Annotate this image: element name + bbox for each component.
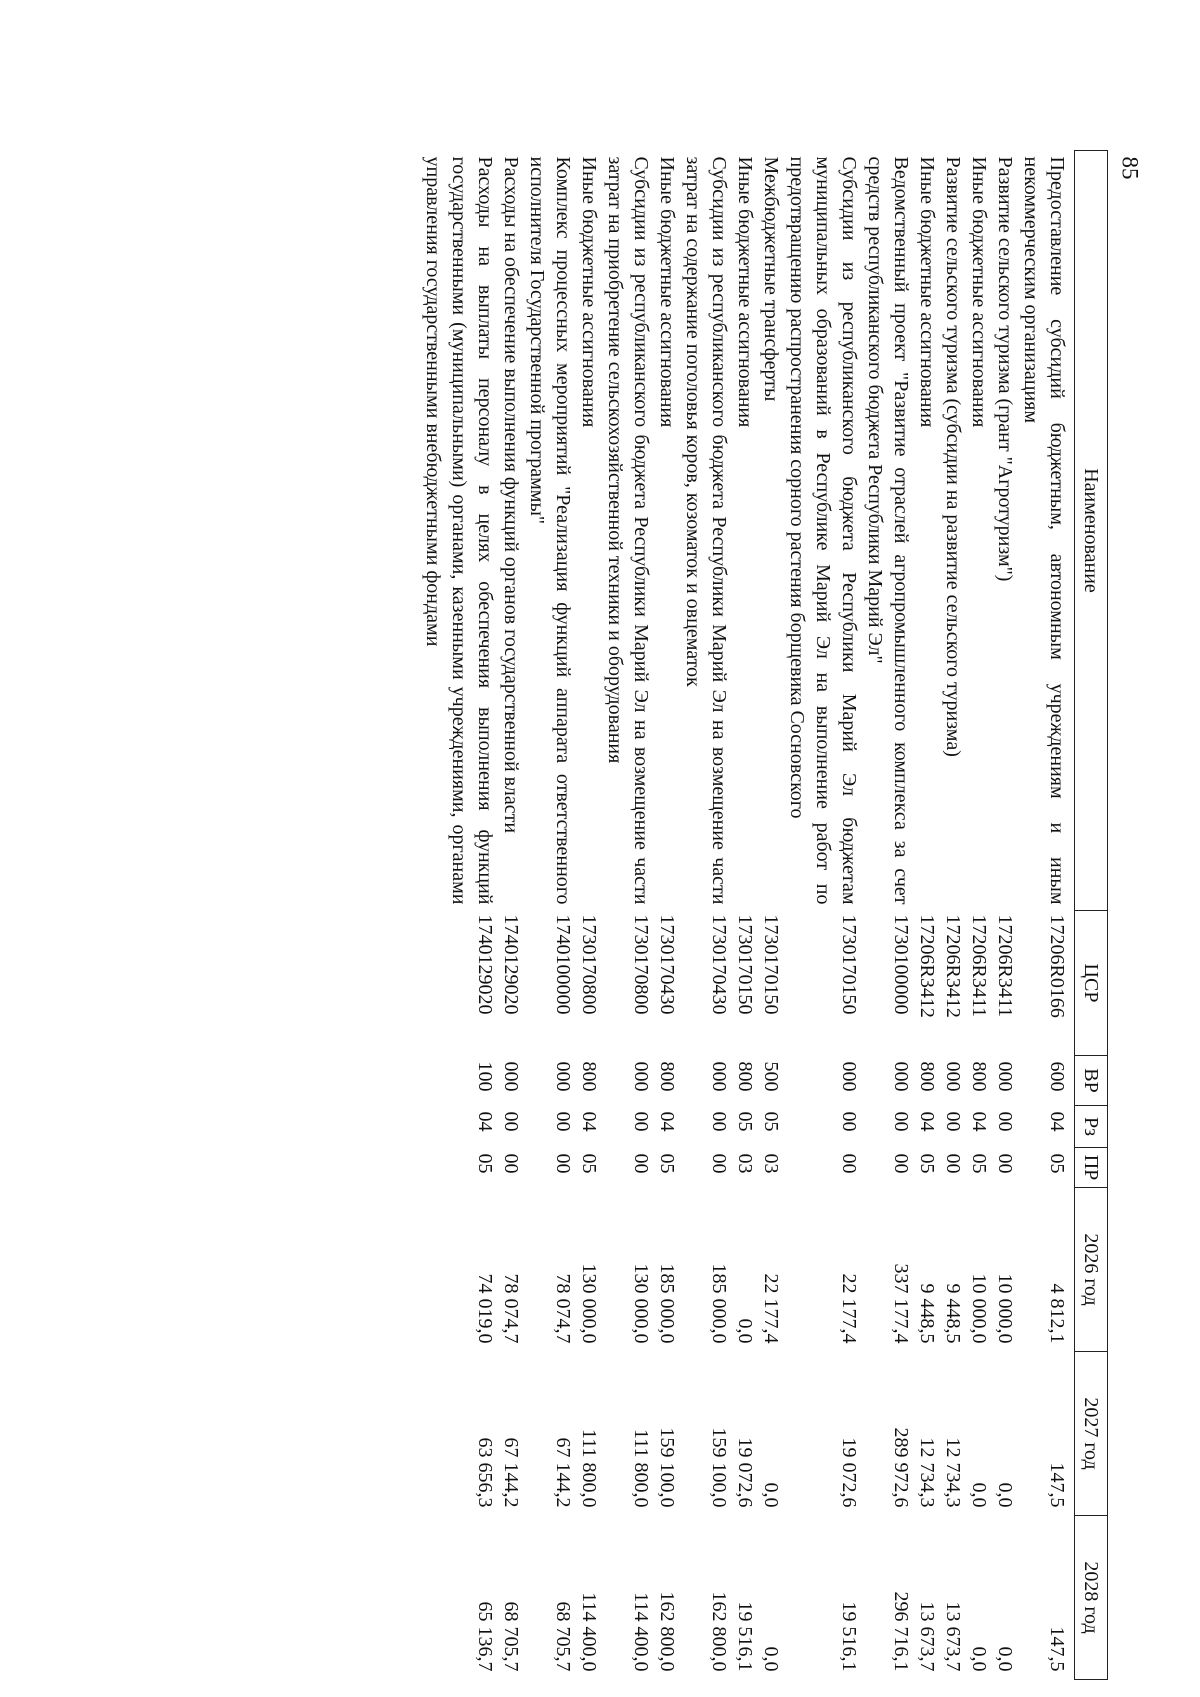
table-row [680, 151, 732, 1680]
row-2027: 0,0 [968, 1482, 990, 1508]
row-2028: 162 800,0 [708, 1591, 730, 1672]
row-pr: 05 [1046, 1153, 1068, 1174]
row-pr: 00 [630, 1153, 652, 1174]
table-row [732, 151, 758, 1680]
row-name: Субсидии из республиканского бюджета Республики Марий Эл на возмещение части затрат на приобретение сельскохозяйственной техники и оборудования [604, 156, 652, 905]
row-2027: 63 656,3 [474, 1437, 496, 1508]
row-vr: 000 [942, 1061, 964, 1092]
row-vr: 000 [838, 1061, 860, 1092]
row-rz: 00 [500, 1111, 522, 1132]
header-2026: 2026 год [1075, 1188, 1108, 1352]
table-row [966, 151, 992, 1680]
row-name: Иные бюджетные ассигнования [734, 156, 756, 428]
row-csr: 17206R0166 [1046, 914, 1068, 1018]
table-row [576, 151, 602, 1680]
row-rz: 00 [708, 1111, 730, 1132]
row-2028: 0,0 [994, 1646, 1016, 1672]
row-2026: 130 000,0 [630, 1263, 652, 1344]
row-2026: 185 000,0 [708, 1263, 730, 1344]
row-pr: 03 [734, 1153, 756, 1174]
row-2027: 19 072,6 [734, 1437, 756, 1508]
row-2026: 4 812,1 [1046, 1283, 1068, 1344]
row-rz: 00 [630, 1111, 652, 1132]
row-vr: 500 [760, 1061, 782, 1092]
row-csr: 17206R3411 [994, 914, 1016, 1018]
row-2028: 0,0 [968, 1646, 990, 1672]
table-row [784, 151, 862, 1680]
row-name: Иные бюджетные ассигнования [916, 156, 938, 428]
header-csr: ЦСР [1075, 911, 1108, 1056]
row-vr: 000 [890, 1061, 912, 1092]
table-row [758, 151, 784, 1680]
row-rz: 00 [552, 1111, 574, 1132]
table-header-row [1075, 151, 1108, 1680]
row-2026: 74 019,0 [474, 1273, 496, 1344]
table-row [654, 151, 680, 1680]
row-name: Субсидии из республиканского бюджета Республики Марий Эл на возмещение части затрат на содержание поголовья коров, козоматок и овцематок [682, 156, 730, 905]
row-vr: 000 [552, 1061, 574, 1092]
row-vr: 000 [708, 1061, 730, 1092]
row-name: Ведомственный проект "Развитие отраслей агропромышленного комплекса за счет средств республиканского бюджета Республики Марий Эл" [864, 156, 912, 905]
row-csr: 1740129020 [474, 914, 496, 1015]
row-2028: 13 673,7 [942, 1601, 964, 1672]
rotated-table-container [158, 150, 1108, 1680]
row-rz: 04 [474, 1111, 496, 1132]
row-vr: 600 [1046, 1061, 1068, 1092]
row-2027: 67 144,2 [500, 1437, 522, 1508]
row-csr: 17206R3412 [916, 914, 938, 1018]
row-name: Иные бюджетные ассигнования [968, 156, 990, 428]
row-csr: 1730170150 [760, 914, 782, 1015]
row-vr: 000 [994, 1061, 1016, 1092]
row-vr: 800 [656, 1061, 678, 1092]
row-rz: 05 [760, 1111, 782, 1132]
row-name: Иные бюджетные ассигнования [578, 156, 600, 428]
table-row [524, 151, 576, 1680]
row-2027: 19 072,6 [838, 1437, 860, 1508]
header-2027: 2027 год [1075, 1352, 1108, 1516]
row-2028: 296 716,1 [890, 1591, 912, 1672]
row-2026: 22 177,4 [760, 1273, 782, 1344]
table-row [498, 151, 524, 1680]
row-2026: 78 074,7 [500, 1273, 522, 1344]
header-name: Наименование [1075, 151, 1108, 911]
table-row [992, 151, 1018, 1680]
row-name: Межбюджетные трансферты [760, 156, 782, 402]
row-pr: 00 [552, 1153, 574, 1174]
row-2027: 111 800,0 [630, 1428, 652, 1508]
row-vr: 800 [578, 1061, 600, 1092]
row-2028: 65 136,7 [474, 1601, 496, 1672]
row-rz: 04 [1046, 1111, 1068, 1132]
table-row [914, 151, 940, 1680]
row-2028: 147,5 [1046, 1626, 1068, 1672]
row-name: Развитие сельского туризма (грант "Агротуризм") [994, 156, 1016, 582]
row-pr: 00 [890, 1153, 912, 1174]
row-2028: 68 705,7 [552, 1601, 574, 1672]
row-2026: 10 000,0 [994, 1273, 1016, 1344]
row-name: Комплекс процессных мероприятий "Реализация функций аппарата ответственного исполнителя Государственной программы" [526, 156, 574, 905]
row-2027: 159 100,0 [656, 1427, 678, 1508]
row-2027: 0,0 [994, 1482, 1016, 1508]
row-pr: 00 [994, 1153, 1016, 1174]
table-row [602, 151, 654, 1680]
row-csr: 1730170150 [734, 914, 756, 1015]
row-2027: 147,5 [1046, 1462, 1068, 1508]
row-2027: 159 100,0 [708, 1427, 730, 1508]
row-pr: 05 [578, 1153, 600, 1174]
row-rz: 05 [734, 1111, 756, 1132]
row-rz: 00 [890, 1111, 912, 1132]
table-body [420, 151, 1075, 1680]
row-2026: 78 074,7 [552, 1273, 574, 1344]
row-2027: 289 972,6 [890, 1427, 912, 1508]
table-row [940, 151, 966, 1680]
header-2028: 2028 год [1075, 1516, 1108, 1680]
row-rz: 04 [578, 1111, 600, 1132]
table-row [862, 151, 914, 1680]
row-vr: 000 [500, 1061, 522, 1092]
row-pr: 00 [500, 1153, 522, 1174]
row-name: Развитие сельского туризма (субсидии на развитие сельского туризма) [942, 156, 964, 757]
row-name: Субсидии из республиканского бюджета Республики Марий Эл бюджетам муниципальных образований в Республике Марий Эл на выполнение работ по предотвращению распространения сорного растения борщевика Сосновского [786, 156, 860, 905]
row-2026: 9 448,5 [916, 1283, 938, 1344]
row-vr: 800 [968, 1061, 990, 1092]
row-vr: 000 [630, 1061, 652, 1092]
row-pr: 00 [838, 1153, 860, 1174]
row-2026: 22 177,4 [838, 1273, 860, 1344]
row-csr: 1730170150 [838, 914, 860, 1015]
row-csr: 1730170430 [656, 914, 678, 1015]
row-rz: 00 [942, 1111, 964, 1132]
row-2028: 162 800,0 [656, 1591, 678, 1672]
row-2028: 0,0 [760, 1646, 782, 1672]
row-2027: 12 734,3 [942, 1437, 964, 1508]
row-2028: 19 516,1 [734, 1601, 756, 1672]
row-2028: 114 400,0 [630, 1592, 652, 1672]
row-2027: 12 734,3 [916, 1437, 938, 1508]
row-2028: 114 400,0 [578, 1592, 600, 1672]
row-2027: 67 144,2 [552, 1437, 574, 1508]
row-name: Предоставление субсидий бюджетным, автономным учреждениям и иным некоммерческим организациям [1020, 156, 1068, 905]
budget-table [420, 150, 1108, 1680]
row-rz: 00 [994, 1111, 1016, 1132]
table-row [1018, 151, 1075, 1680]
row-rz: 04 [916, 1111, 938, 1132]
header-vr: ВР [1075, 1056, 1108, 1106]
row-name: Расходы на обеспечение выполнения функций органов государственной власти [500, 156, 522, 834]
row-2026: 337 177,4 [890, 1263, 912, 1344]
row-2028: 13 673,7 [916, 1601, 938, 1672]
page-number: 85 [1117, 156, 1143, 180]
table-row [420, 151, 498, 1680]
row-2028: 68 705,7 [500, 1601, 522, 1672]
row-name: Расходы на выплаты персоналу в целях обеспечения выполнения функций государственными (муниципальными) органами, казенными учреждениями, органами управления государственными внебюджетными фондами [422, 156, 496, 905]
row-2026: 9 448,5 [942, 1283, 964, 1344]
row-vr: 100 [474, 1061, 496, 1092]
row-csr: 17206R3411 [968, 914, 990, 1018]
row-pr: 05 [968, 1153, 990, 1174]
row-2027: 111 800,0 [578, 1428, 600, 1508]
row-csr: 1730170800 [630, 914, 652, 1015]
row-2027: 0,0 [760, 1482, 782, 1508]
row-2026: 10 000,0 [968, 1273, 990, 1344]
row-pr: 05 [474, 1153, 496, 1174]
header-rz: Рз [1075, 1106, 1108, 1148]
row-csr: 1730170430 [708, 914, 730, 1015]
row-rz: 04 [968, 1111, 990, 1132]
row-csr: 1730100000 [890, 914, 912, 1015]
row-vr: 800 [734, 1061, 756, 1092]
row-pr: 00 [942, 1153, 964, 1174]
row-rz: 04 [656, 1111, 678, 1132]
row-2028: 19 516,1 [838, 1601, 860, 1672]
row-2026: 130 000,0 [578, 1263, 600, 1344]
row-name: Иные бюджетные ассигнования [656, 156, 678, 428]
row-rz: 00 [838, 1111, 860, 1132]
row-pr: 05 [916, 1153, 938, 1174]
row-pr: 03 [760, 1153, 782, 1174]
header-pr: ПР [1075, 1148, 1108, 1188]
row-csr: 17206R3412 [942, 914, 964, 1018]
row-pr: 05 [656, 1153, 678, 1174]
row-csr: 1740129020 [500, 914, 522, 1015]
row-2026: 0,0 [734, 1318, 756, 1344]
row-pr: 00 [708, 1153, 730, 1174]
row-vr: 800 [916, 1061, 938, 1092]
row-csr: 1740100000 [552, 914, 574, 1015]
row-csr: 1730170800 [578, 914, 600, 1015]
row-2026: 185 000,0 [656, 1263, 678, 1344]
